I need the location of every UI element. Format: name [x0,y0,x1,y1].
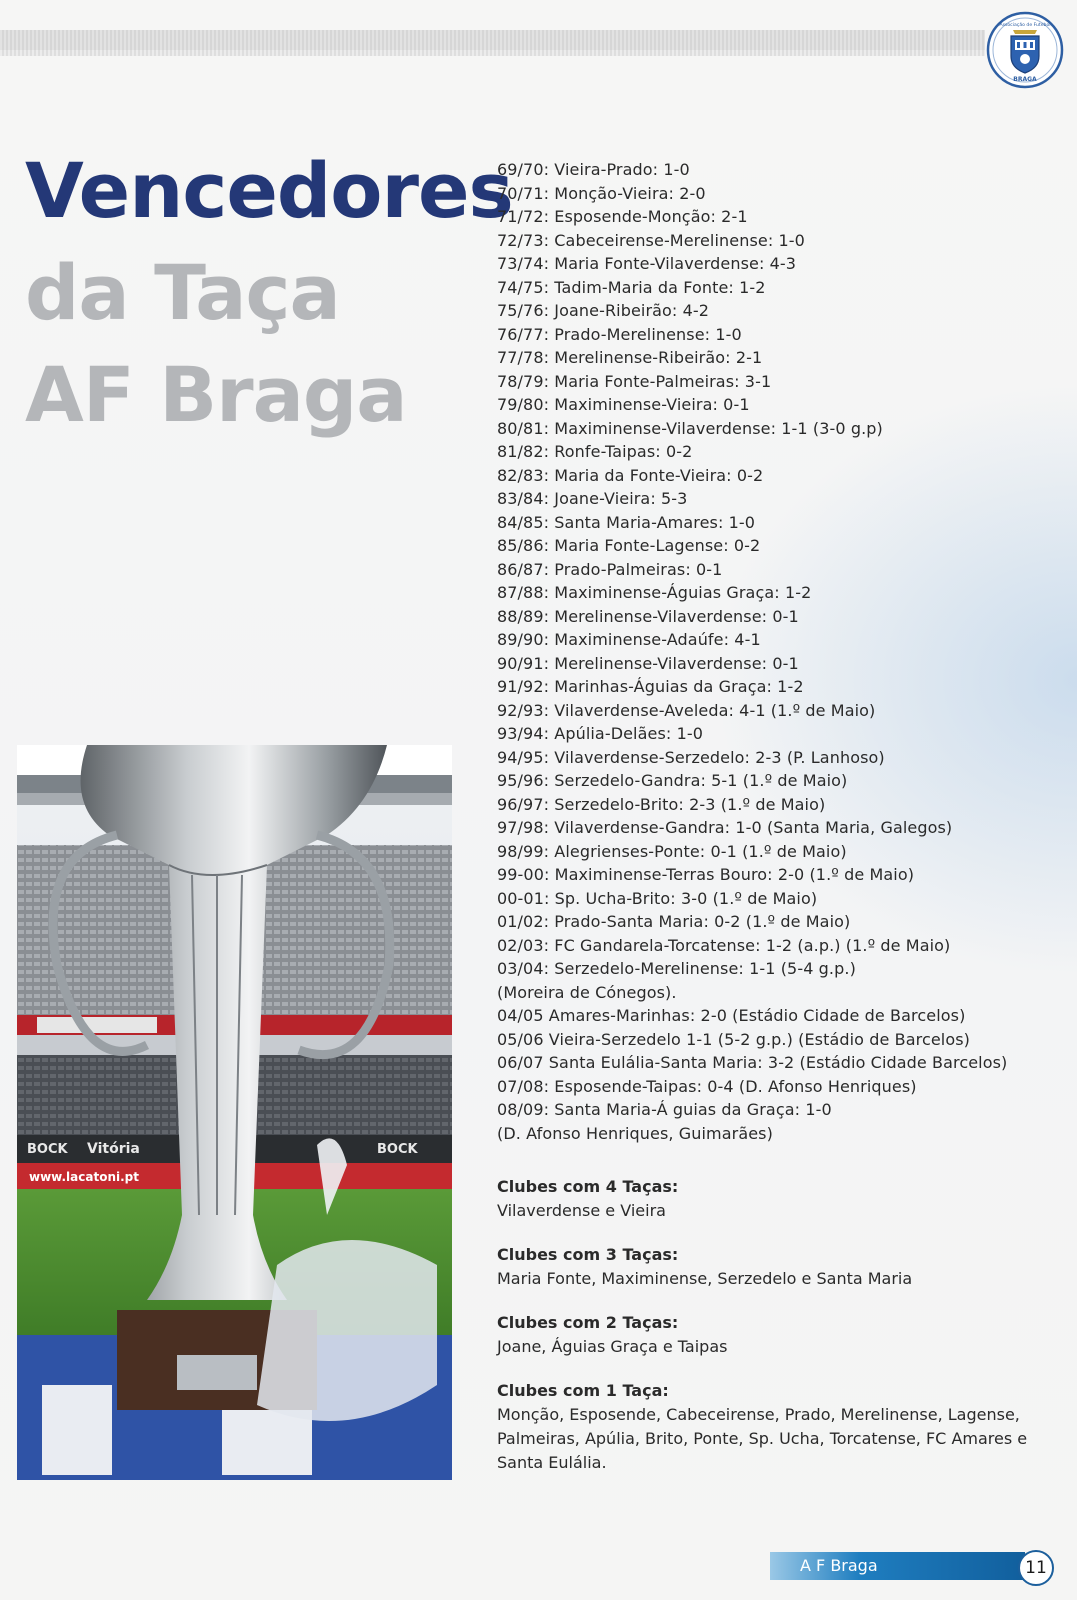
winner-entry: 92/93: Vilaverdense-Aveleda: 4-1 (1.º de Maio) [497,700,876,720]
winner-entry: 76/77: Prado-Merelinense: 1-0 [497,324,742,344]
summary-text: Monção, Esposende, Cabeceirense, Prado, Merelinense, Lagense, Palmeiras, Apúlia, Brito, Ponte, Sp. Ucha, Torcatense, FC Amares e Santa Eulália. [497,1405,1028,1472]
ad-board-vitoria: Vitória [87,1141,140,1157]
winner-entry: 99-00: Maximinense-Terras Bouro: 2-0 (1.º de Maio) [497,865,915,884]
title-line-2: da Taça [25,248,340,337]
winner-entry: 95/96: Serzedelo-Gandra: 5-1 (1.º de Maio) [497,771,848,790]
winner-entry: 78/79: Maria Fonte-Palmeiras: 3-1 [497,371,772,391]
page-number: 11 [1018,1550,1054,1586]
title-line-3: AF Braga [25,350,407,439]
winner-entry: 89/90: Maximinense-Adaúfe: 4-1 [497,630,761,649]
winner-entry: 74/75: Tadim-Maria da Fonte: 1-2 [497,277,766,297]
winner-entry: 93/94: Apúlia-Delães: 1-0 [497,724,703,743]
summary-block [497,1379,1057,1475]
summary-heading: Clubes com 4 Taças: [497,1177,679,1196]
winner-entry: 69/70: Vieira-Prado: 1-0 [497,160,690,179]
winner-entry: 86/87: Prado-Palmeiras: 0-1 [497,559,723,579]
summary-block [497,1243,1057,1291]
summary-block [497,1311,1057,1359]
summary-block [497,1175,1057,1223]
winner-entry: 00-01: Sp. Ucha-Brito: 3-0 (1.º de Maio) [497,888,818,908]
winner-entry: 84/85: Santa Maria-Amares: 1-0 [497,512,756,532]
winner-entry: 75/76: Joane-Ribeirão: 4-2 [497,301,710,320]
summary-text: Joane, Águias Graça e Taipas [497,1337,728,1356]
winner-entry: 05/06 Vieira-Serzedelo 1-1 (5-2 g.p.) (Estádio de Barcelos) [497,1029,971,1049]
summary-heading: Clubes com 3 Taças: [497,1245,679,1264]
winner-entry: 70/71: Monção-Vieira: 2-0 [497,183,706,203]
summary-heading: Clubes com 1 Taça: [497,1381,669,1400]
winner-entry: 85/86: Maria Fonte-Lagense: 0-2 [497,536,761,555]
winner-entry: 94/95: Vilaverdense-Serzedelo: 2-3 (P. Lanhoso) [497,747,885,767]
winner-entry: 07/08: Esposende-Taipas: 0-4 (D. Afonso Henriques) [497,1076,917,1096]
winner-entry: 96/97: Serzedelo-Brito: 2-3 (1.º de Maio) [497,794,826,814]
winner-entry: (D. Afonso Henriques, Guimarães) [497,1123,773,1143]
winner-entry: 88/89: Merelinense-Vilaverdense: 0-1 [497,606,799,626]
winner-entry: 73/74: Maria Fonte-Vilaverdense: 4-3 [497,254,797,273]
ad-board-url: www.lacatoni.pt [29,1170,139,1184]
winner-entry: 03/04: Serzedelo-Merelinense: 1-1 (5-4 g.p.) [497,959,856,978]
title-line-1: Vencedores [25,146,513,235]
winner-entry: 80/81: Maximinense-Vilaverdense: 1-1 (3-0 g.p) [497,418,883,438]
winner-entry: 06/07 Santa Eulália-Santa Maria: 3-2 (Estádio Cidade Barcelos) [497,1053,1008,1072]
winner-entry: 77/78: Merelinense-Ribeirão: 2-1 [497,348,763,367]
winner-entry: 71/72: Esposende-Monção: 2-1 [497,207,748,226]
winner-entry: 82/83: Maria da Fonte-Vieira: 0-2 [497,465,764,485]
summary-text: Maria Fonte, Maximinense, Serzedelo e Santa Maria [497,1269,913,1288]
summary-section [497,1175,1057,1495]
header-band-lower [0,50,985,56]
winner-entry: 91/92: Marinhas-Águias da Graça: 1-2 [497,677,804,696]
winner-entry: 02/03: FC Gandarela-Torcatense: 1-2 (a.p.) (1.º de Maio) [497,935,951,955]
summary-text: Vilaverdense e Vieira [497,1201,666,1220]
af-braga-crest-icon [985,10,1065,90]
trophy-photo [17,745,452,1480]
winners-list [497,158,1057,1145]
footer-label: A F Braga [800,1556,878,1575]
winner-entry: 81/82: Ronfe-Taipas: 0-2 [497,442,693,461]
winner-entry: 01/02: Prado-Santa Maria: 0-2 (1.º de Maio) [497,912,851,931]
winner-entry: 04/05 Amares-Marinhas: 2-0 (Estádio Cidade de Barcelos) [497,1006,966,1025]
ad-board-right: BOCK [377,1142,418,1157]
crest-top-text: Associação de Futebol [999,23,1051,28]
winner-entry: 97/98: Vilaverdense-Gandra: 1-0 (Santa Maria, Galegos) [497,818,953,837]
winner-entry: 79/80: Maximinense-Vieira: 0-1 [497,395,750,414]
winner-entry: 08/09: Santa Maria-Á guias da Graça: 1-0 [497,1100,832,1119]
winner-entry: 90/91: Merelinense-Vilaverdense: 0-1 [497,653,799,673]
crest-bottom-text: BRAGA [1013,76,1037,83]
winner-entry: 98/99: Alegrienses-Ponte: 0-1 (1.º de Maio) [497,841,847,861]
page-title [25,140,513,446]
winner-entry: 83/84: Joane-Vieira: 5-3 [497,489,688,508]
winner-entry: (Moreira de Cónegos). [497,982,677,1002]
winner-entry: 72/73: Cabeceirense-Merelinense: 1-0 [497,230,805,250]
header-band [0,30,985,50]
summary-heading: Clubes com 2 Taças: [497,1313,679,1332]
ad-board-left: BOCK [27,1142,68,1157]
winner-entry: 87/88: Maximinense-Águias Graça: 1-2 [497,583,812,602]
